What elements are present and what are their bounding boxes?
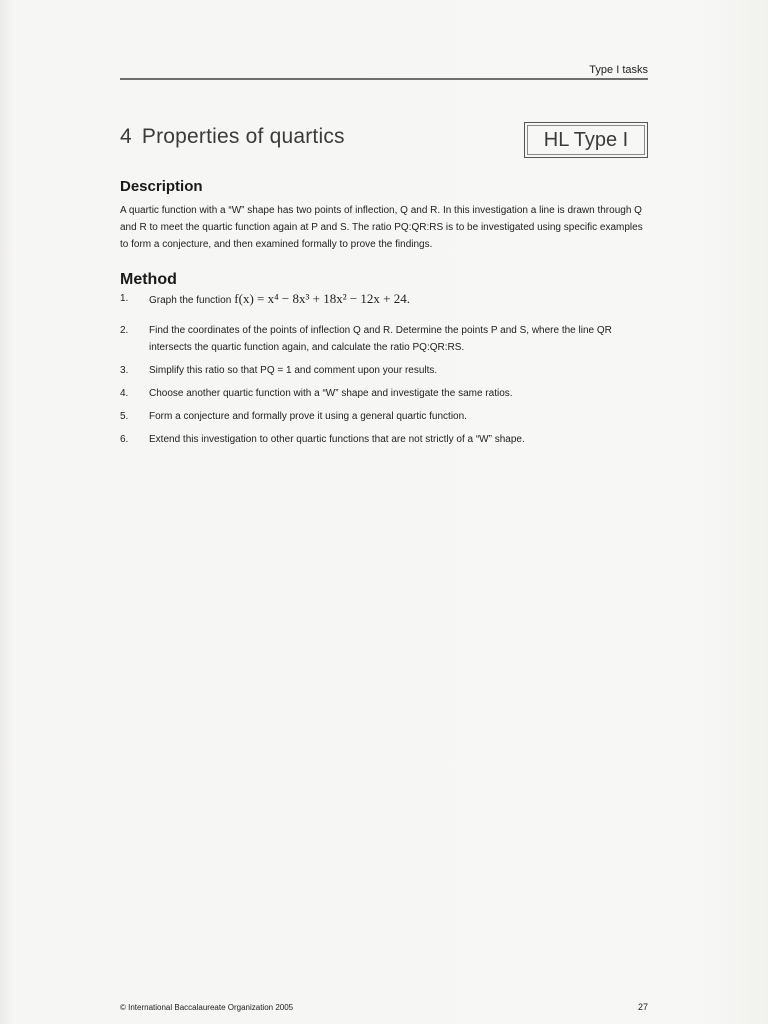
description-heading: Description bbox=[120, 178, 203, 195]
step-text: Find the coordinates of the points of inflection Q and R. Determine the points P and S, where the line QR intersects the quartic function again, and calculate the ratio PQ:QR:RS. bbox=[149, 325, 612, 353]
running-head: Type I tasks bbox=[589, 64, 648, 76]
method-step bbox=[120, 362, 652, 379]
step-number: 4. bbox=[120, 388, 129, 399]
page-number: 27 bbox=[637, 1002, 648, 1012]
step-number: 2. bbox=[120, 325, 129, 336]
step-number: 1. bbox=[120, 293, 129, 304]
method-step bbox=[120, 431, 652, 448]
page-title bbox=[120, 125, 345, 149]
step-number: 5. bbox=[120, 411, 129, 422]
copyright-footer: © International Baccalaureate Organization 2005 bbox=[120, 1003, 294, 1012]
chapter-number: 4 bbox=[120, 125, 132, 148]
step-text: Simplify this ratio so that PQ = 1 and comment upon your results. bbox=[149, 365, 438, 376]
description-body: A quartic function with a “W” shape has two points of inflection, Q and R. In this investigation a line is drawn through Q and R to meet the quartic function again at P and S. The ratio PQ:QR:RS is to be investigated using specific examples to form a conjecture, and then examined formally to prove the findings. bbox=[120, 205, 643, 250]
step-text: Form a conjecture and formally prove it using a general quartic function. bbox=[149, 411, 467, 422]
step-text: Graph the function bbox=[149, 295, 232, 306]
method-step bbox=[120, 408, 652, 425]
chapter-title-text: Properties of quartics bbox=[141, 125, 345, 148]
quartic-formula: f(x) = x⁴ − 8x³ + 18x² − 12x + 24. bbox=[234, 291, 411, 306]
method-step bbox=[120, 385, 652, 402]
method-step bbox=[120, 322, 652, 356]
step-number: 3. bbox=[120, 365, 129, 376]
method-steps bbox=[120, 290, 652, 448]
step-text: Choose another quartic function with a “W” shape and investigate the same ratios. bbox=[149, 388, 513, 399]
method-step bbox=[120, 290, 652, 309]
step-text: Extend this investigation to other quartic functions that are not strictly of a “W” shape. bbox=[149, 434, 525, 445]
level-badge: HL Type I bbox=[524, 122, 648, 158]
step-number: 6. bbox=[120, 434, 129, 445]
method-heading: Method bbox=[120, 271, 177, 288]
header-rule bbox=[120, 78, 648, 80]
